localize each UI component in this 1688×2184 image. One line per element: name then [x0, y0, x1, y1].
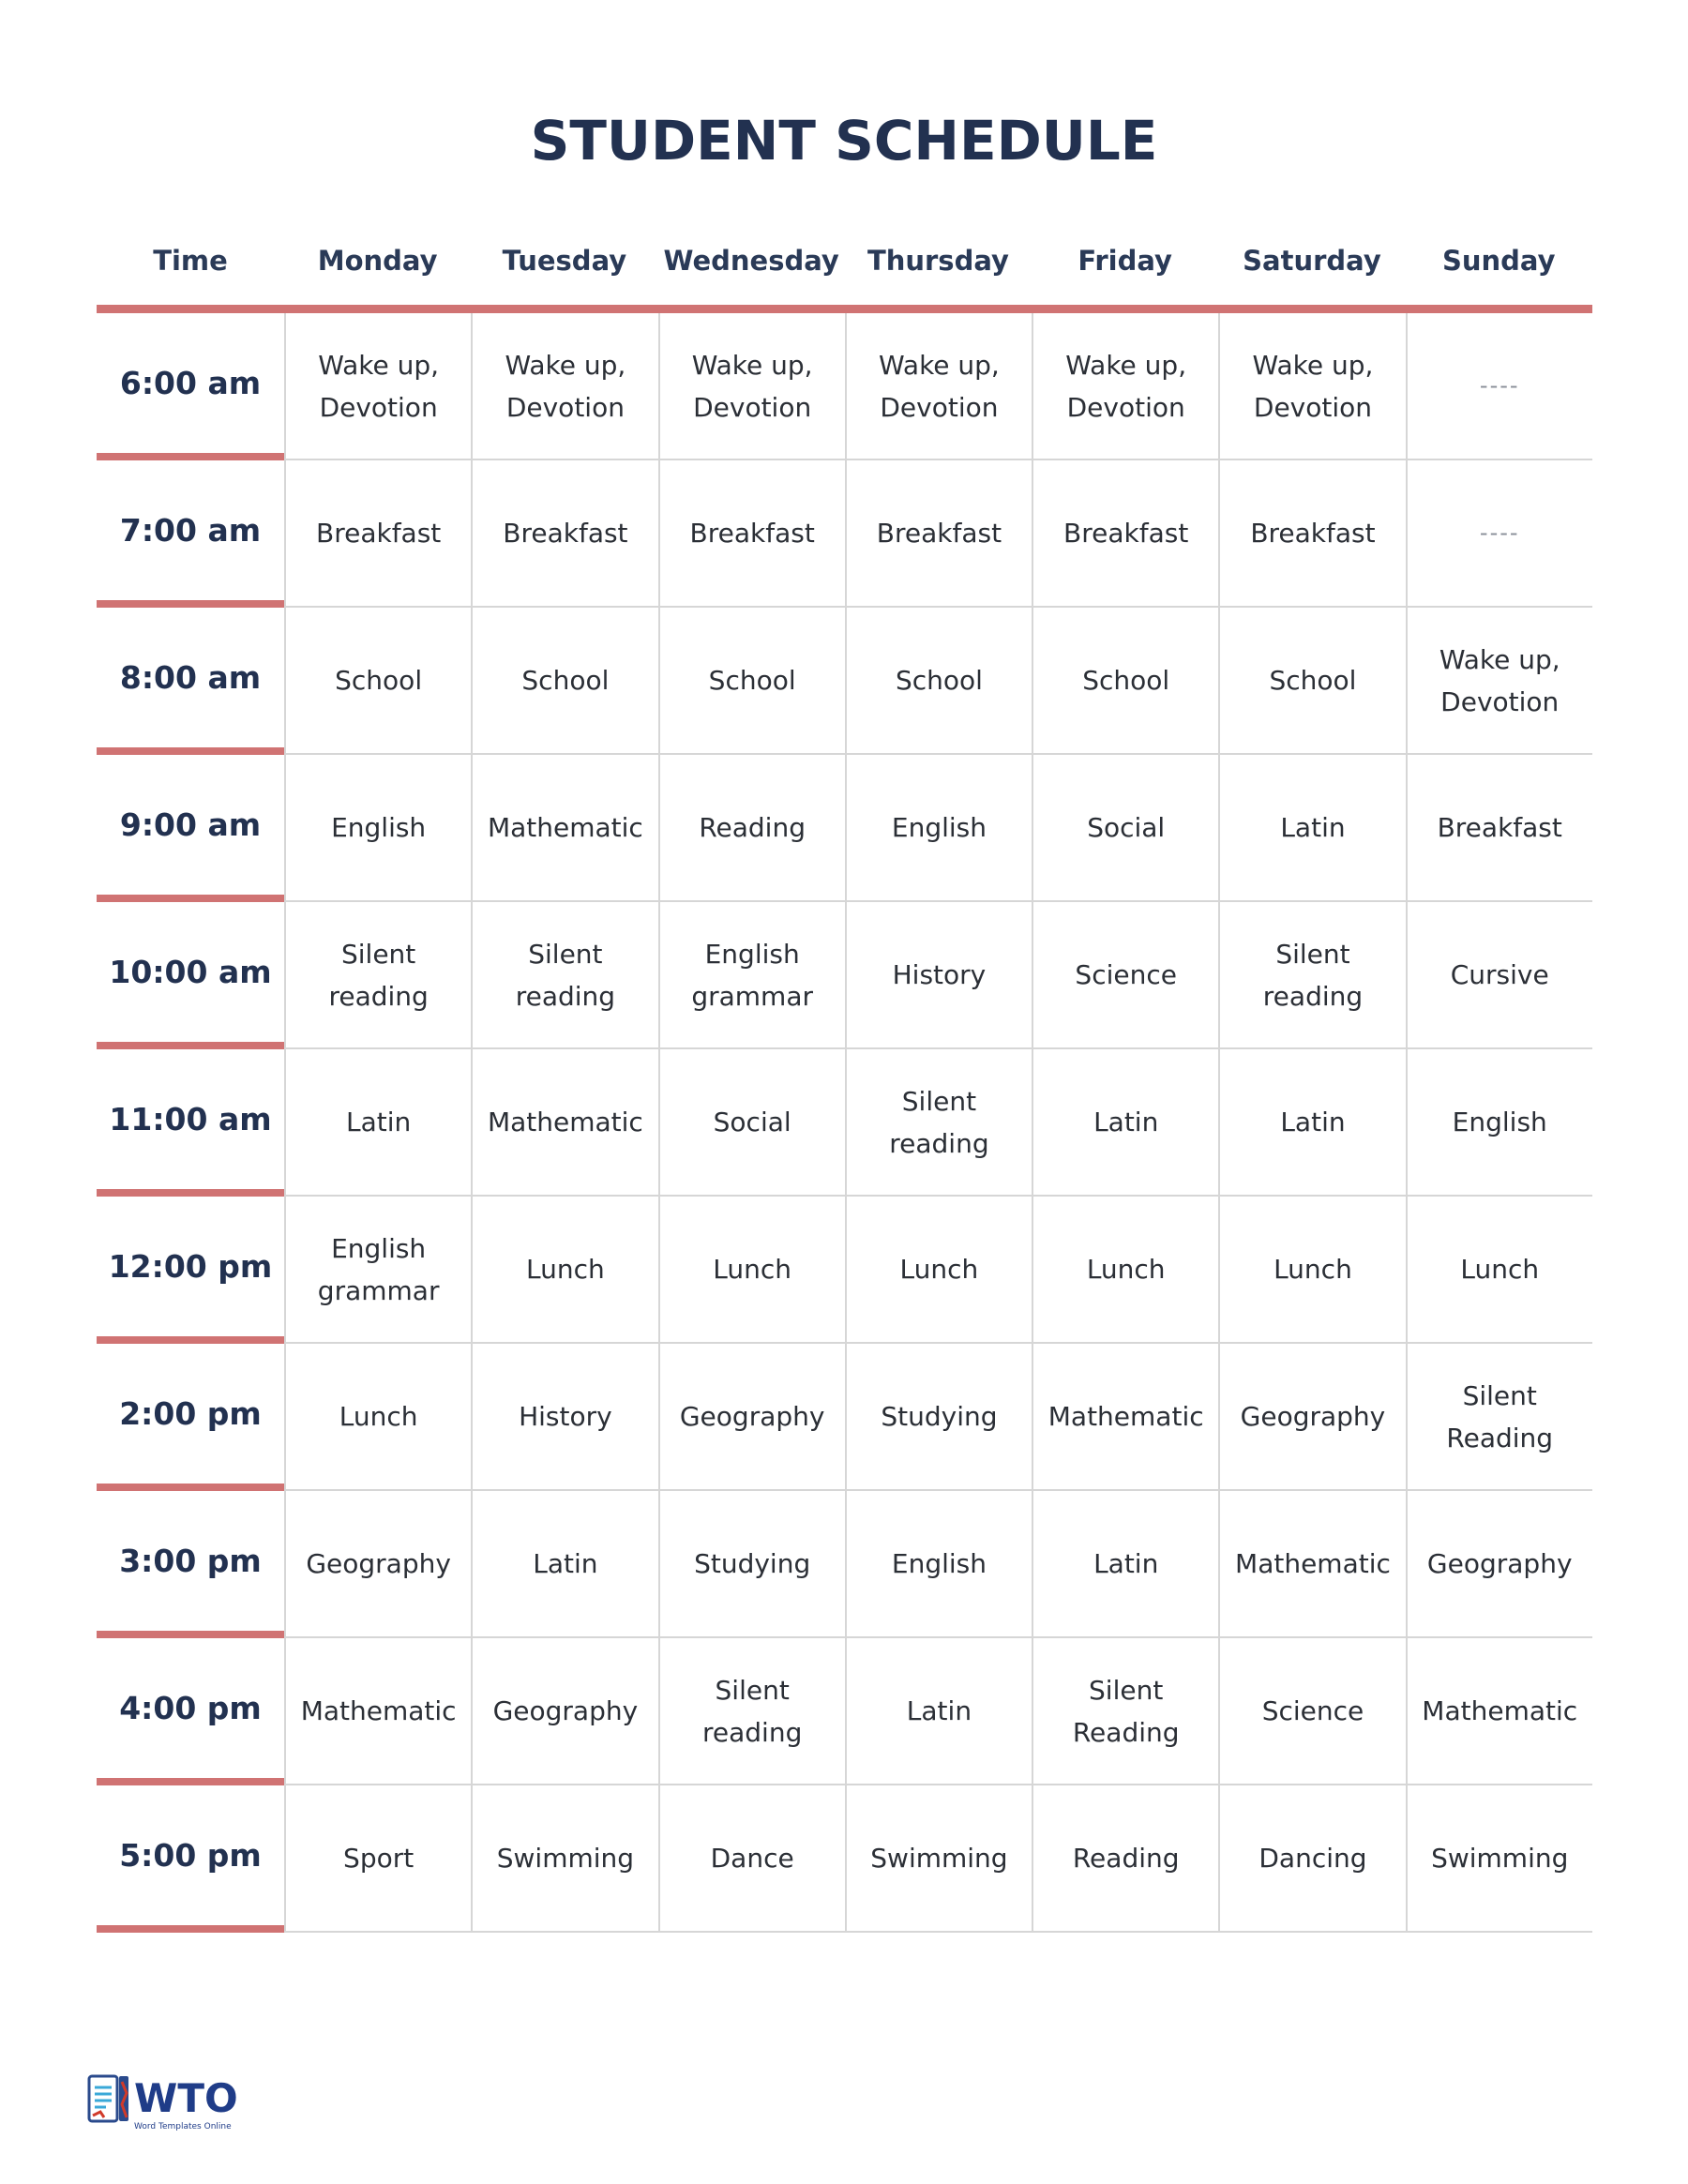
- schedule-cell: Silent reading: [471, 902, 657, 1049]
- time-label: 4:00 pm: [97, 1638, 284, 1785]
- schedule-cell: School: [1218, 608, 1405, 755]
- time-label: 2:00 pm: [97, 1344, 284, 1491]
- schedule-cell: Lunch: [284, 1344, 471, 1491]
- schedule-cell: English grammar: [284, 1197, 471, 1344]
- table-row: [97, 460, 1592, 608]
- schedule-cell: Geography: [284, 1491, 471, 1638]
- schedule-cell: Latin: [1032, 1049, 1218, 1197]
- schedule-cell: Sport: [284, 1785, 471, 1933]
- column-header-friday: Friday: [1078, 244, 1172, 277]
- schedule-cell: Mathematic: [1218, 1491, 1405, 1638]
- table-row: [97, 1785, 1592, 1933]
- time-label: 5:00 pm: [97, 1785, 284, 1933]
- wto-logo: [87, 2071, 265, 2134]
- schedule-cell: Mathematic: [1032, 1344, 1218, 1491]
- schedule-cell: English: [845, 1491, 1032, 1638]
- schedule-cell: School: [658, 608, 845, 755]
- schedule-cell: Wake up, Devotion: [658, 313, 845, 460]
- schedule-cell: Reading: [658, 755, 845, 902]
- schedule-cell: Lunch: [1406, 1197, 1592, 1344]
- schedule-cell: Breakfast: [845, 460, 1032, 608]
- schedule-cell: English: [845, 755, 1032, 902]
- schedule-cell: Wake up, Devotion: [284, 313, 471, 460]
- table-row: [97, 755, 1592, 902]
- schedule-cell: Lunch: [658, 1197, 845, 1344]
- time-label: 8:00 am: [97, 608, 284, 755]
- page-title: STUDENT SCHEDULE: [530, 109, 1158, 173]
- schedule-cell: ----: [1406, 460, 1592, 608]
- column-header-sunday: Sunday: [1441, 244, 1556, 277]
- table-row: [97, 1197, 1592, 1344]
- logo-wordmark: WTO: [134, 2075, 238, 2121]
- schedule-cell: Silent reading: [845, 1049, 1032, 1197]
- schedule-cell: Wake up, Devotion: [1406, 608, 1592, 755]
- schedule-cell: Silent reading: [1218, 902, 1405, 1049]
- schedule-cell: Silent Reading: [1032, 1638, 1218, 1785]
- schedule-cell: Breakfast: [658, 460, 845, 608]
- schedule-cell: Mathematic: [471, 755, 657, 902]
- schedule-cell: History: [471, 1344, 657, 1491]
- schedule-cell: School: [845, 608, 1032, 755]
- schedule-cell: Geography: [658, 1344, 845, 1491]
- schedule-cell: Geography: [1406, 1491, 1592, 1638]
- schedule-cell: Social: [658, 1049, 845, 1197]
- table-header-row: [97, 216, 1592, 305]
- schedule-cell: School: [1032, 608, 1218, 755]
- schedule-cell: Swimming: [1406, 1785, 1592, 1933]
- schedule-cell: History: [845, 902, 1032, 1049]
- schedule-cell: Breakfast: [1032, 460, 1218, 608]
- time-label: 6:00 am: [97, 313, 284, 460]
- schedule-cell: English grammar: [658, 902, 845, 1049]
- schedule-cell: Breakfast: [1218, 460, 1405, 608]
- schedule-cell: Breakfast: [1406, 755, 1592, 902]
- schedule-cell: Wake up, Devotion: [845, 313, 1032, 460]
- schedule-cell: Studying: [658, 1491, 845, 1638]
- schedule-cell: Geography: [1218, 1344, 1405, 1491]
- schedule-cell: Mathematic: [471, 1049, 657, 1197]
- schedule-cell: Wake up, Devotion: [1218, 313, 1405, 460]
- schedule-cell: Cursive: [1406, 902, 1592, 1049]
- schedule-cell: School: [284, 608, 471, 755]
- schedule-cell: Wake up, Devotion: [471, 313, 657, 460]
- column-header-monday: Monday: [317, 244, 438, 277]
- schedule-cell: Breakfast: [284, 460, 471, 608]
- schedule-cell: Latin: [471, 1491, 657, 1638]
- logo-tagline: Word Templates Online: [134, 2122, 232, 2131]
- column-header-thursday: Thursday: [867, 244, 1009, 277]
- schedule-cell: Silent reading: [284, 902, 471, 1049]
- schedule-cell: Latin: [1032, 1491, 1218, 1638]
- schedule-cell: Latin: [845, 1638, 1032, 1785]
- schedule-cell: Breakfast: [471, 460, 657, 608]
- time-label: 3:00 pm: [97, 1491, 284, 1638]
- schedule-cell: Mathematic: [1406, 1638, 1592, 1785]
- schedule-cell: School: [471, 608, 657, 755]
- table-row: [97, 313, 1592, 460]
- schedule-cell: Mathematic: [284, 1638, 471, 1785]
- schedule-cell: English: [1406, 1049, 1592, 1197]
- schedule-cell: ----: [1406, 313, 1592, 460]
- header-divider: [97, 305, 1592, 313]
- time-label: 10:00 am: [97, 902, 284, 1049]
- schedule-cell: Lunch: [845, 1197, 1032, 1344]
- table-row: [97, 1491, 1592, 1638]
- schedule-cell: Reading: [1032, 1785, 1218, 1933]
- column-header-tuesday: Tuesday: [502, 244, 627, 277]
- schedule-cell: Swimming: [845, 1785, 1032, 1933]
- schedule-cell: Latin: [284, 1049, 471, 1197]
- time-label: 9:00 am: [97, 755, 284, 902]
- schedule-cell: Lunch: [1218, 1197, 1405, 1344]
- schedule-cell: Swimming: [471, 1785, 657, 1933]
- schedule-cell: Studying: [845, 1344, 1032, 1491]
- schedule-cell: Latin: [1218, 755, 1405, 902]
- table-row: [97, 1049, 1592, 1197]
- column-header-saturday: Saturday: [1243, 244, 1381, 277]
- schedule-cell: Science: [1032, 902, 1218, 1049]
- schedule-cell: Science: [1218, 1638, 1405, 1785]
- time-label: 12:00 pm: [97, 1197, 284, 1344]
- table-row: [97, 1344, 1592, 1491]
- schedule-table: [97, 216, 1592, 1933]
- schedule-cell: Lunch: [471, 1197, 657, 1344]
- column-header-wednesday: Wednesday: [663, 244, 839, 277]
- schedule-cell: Latin: [1218, 1049, 1405, 1197]
- column-header-time: Time: [153, 244, 228, 277]
- document-logo-icon: [89, 2076, 128, 2121]
- time-label: 11:00 am: [97, 1049, 284, 1197]
- schedule-cell: Silent Reading: [1406, 1344, 1592, 1491]
- schedule-cell: Lunch: [1032, 1197, 1218, 1344]
- schedule-cell: Wake up, Devotion: [1032, 313, 1218, 460]
- table-row: [97, 608, 1592, 755]
- schedule-cell: Dancing: [1218, 1785, 1405, 1933]
- time-label: 7:00 am: [97, 460, 284, 608]
- schedule-cell: Silent reading: [658, 1638, 845, 1785]
- table-row: [97, 1638, 1592, 1785]
- schedule-cell: Geography: [471, 1638, 657, 1785]
- schedule-cell: Dance: [658, 1785, 845, 1933]
- table-body: [97, 313, 1592, 1933]
- table-row: [97, 902, 1592, 1049]
- schedule-cell: English: [284, 755, 471, 902]
- schedule-cell: Social: [1032, 755, 1218, 902]
